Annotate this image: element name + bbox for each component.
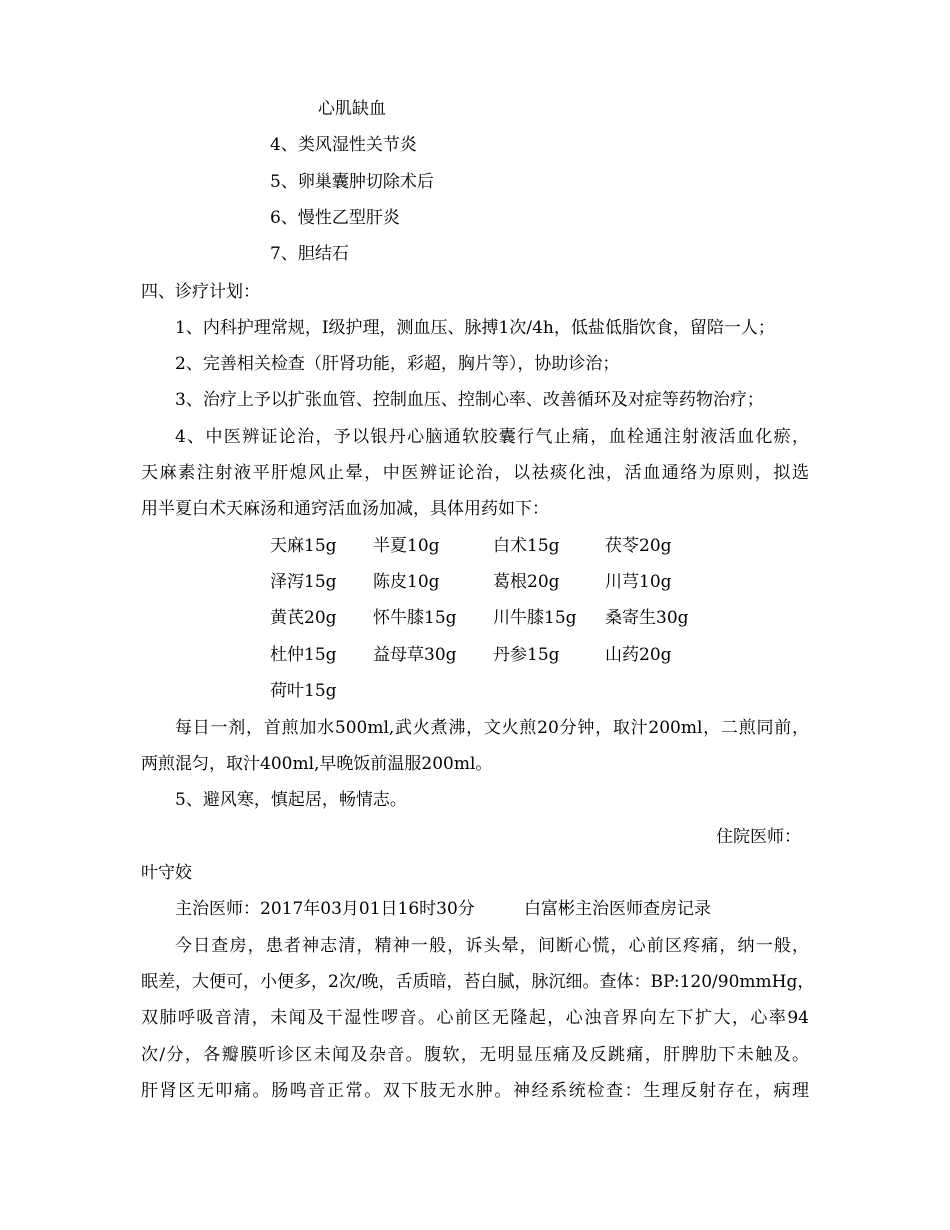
round-record-line: 次/分，各瓣膜听诊区未闻及杂音。腹软，无明显压痛及反跳痛，肝脾肋下未触及。 (141, 1045, 809, 1065)
plan-heading: 四、诊疗计划： (141, 282, 260, 302)
decoction-instructions-line: 两煎混匀，取汁400ml,早晚饭前温服200ml。 (141, 754, 493, 774)
herb-entry: 杜仲15g (270, 645, 337, 665)
diagnosis-item-5: 5、卵巢囊肿切除术后 (270, 172, 434, 192)
decoction-instructions-line: 每日一剂，首煎加水500ml,武火煮沸，文火煎20分钟，取汁200ml，二煎同前， (175, 718, 809, 738)
herb-entry: 天麻15g (270, 536, 337, 556)
herb-entry: 葛根20g (493, 572, 560, 592)
plan-item-4-line: 4、中医辨证论治，予以银丹心脑通软胶囊行气止痛，血栓通注射液活血化瘀， (175, 427, 809, 447)
herb-entry: 茯苓20g (605, 536, 672, 556)
diagnosis-item-4: 4、类风湿性关节炎 (270, 135, 417, 155)
ward-round-title: 白富彬主治医师查房记录 (524, 899, 711, 919)
plan-item-4-line: 用半夏白术天麻汤和通窍活血汤加减，具体用药如下： (141, 499, 549, 519)
herb-entry: 陈皮10g (373, 572, 440, 592)
herb-entry: 川牛膝15g (493, 608, 577, 628)
resident-physician-label: 住院医师： (716, 827, 801, 847)
plan-item-5: 5、避风寒，慎起居，畅情志。 (175, 790, 407, 810)
diagnosis-item-6: 6、慢性乙型肝炎 (270, 208, 400, 228)
herb-entry: 荷叶15g (270, 681, 337, 701)
herb-entry: 川芎10g (605, 572, 672, 592)
plan-item-4-line: 天麻素注射液平肝熄风止晕，中医辨证论治，以祛痰化浊，活血通络为原则，拟选 (141, 463, 809, 483)
diagnosis-item-3-continuation: 心肌缺血 (318, 99, 386, 119)
herb-entry: 泽泻15g (270, 572, 337, 592)
herb-entry: 山药20g (605, 645, 672, 665)
herb-entry: 益母草30g (373, 645, 457, 665)
round-record-line: 今日查房，患者神志清，精神一般，诉头晕，间断心慌，心前区疼痛，纳一般， (175, 936, 809, 956)
herb-entry: 白术15g (493, 536, 560, 556)
herb-entry: 半夏10g (373, 536, 440, 556)
herb-entry: 丹参15g (493, 645, 560, 665)
herb-entry: 黄芪20g (270, 608, 337, 628)
round-record-line: 肝肾区无叩痛。肠鸣音正常。双下肢无水肿。神经系统检查：生理反射存在，病理 (141, 1081, 809, 1101)
plan-item-1: 1、内科护理常规，Ⅰ级护理，测血压、脉搏1次/4h，低盐低脂饮食，留陪一人； (175, 318, 775, 338)
plan-item-3: 3、治疗上予以扩张血管、控制血压、控制心率、改善循环及对症等药物治疗； (175, 390, 764, 410)
herb-entry: 桑寄生30g (605, 608, 689, 628)
plan-item-2: 2、完善相关检查（肝肾功能，彩超，胸片等），协助诊治； (175, 354, 620, 374)
attending-physician-timestamp: 主治医师：2017年03月01日16时30分 (175, 899, 475, 919)
diagnosis-item-7: 7、胆结石 (270, 244, 349, 264)
herb-entry: 怀牛膝15g (373, 608, 457, 628)
round-record-line: 眠差，大便可，小便多，2次/晚，舌质暗，苔白腻，脉沉细。查体：BP:120/90mmHg， (141, 972, 815, 992)
round-record-line: 双肺呼吸音清，未闻及干湿性啰音。心前区无隆起，心浊音界向左下扩大，心率94 (141, 1008, 809, 1028)
resident-physician-name: 叶守姣 (141, 863, 192, 883)
